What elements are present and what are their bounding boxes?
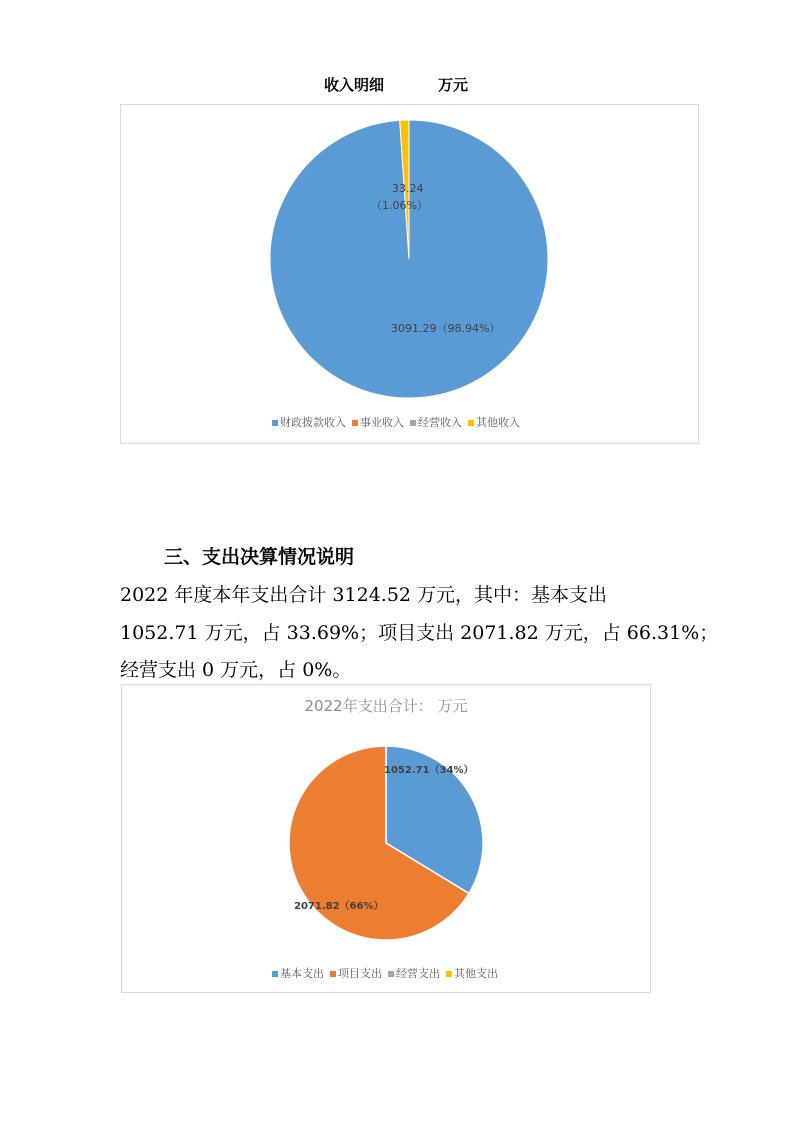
section-heading: 三、支出决算情况说明 — [164, 546, 355, 568]
legend-swatch-0 — [272, 971, 278, 977]
legend-swatch-2 — [410, 420, 416, 426]
legend-swatch-1 — [352, 420, 358, 426]
data-label-slice-3-percent: （1.06%） — [371, 199, 428, 212]
legend-swatch-2 — [388, 971, 394, 977]
data-label-slice-3-value: 33.24 — [392, 182, 424, 195]
legend-swatch-0 — [272, 420, 278, 426]
legend-label-2: 经营收入 — [418, 416, 462, 429]
paragraph-line-3: 经营支出 0 万元，占 0%。 — [120, 659, 352, 681]
paragraph-line-2: 1052.71 万元，占 33.69%；项目支出 2071.82 万元，占 66.31%； — [120, 622, 719, 644]
data-label-slice-0: 3091.29（98.94%） — [391, 322, 501, 335]
data-label-slice-0: 1052.71（34%） — [384, 765, 474, 776]
income-pie-chart — [121, 105, 698, 443]
income-chart-container — [120, 104, 699, 444]
legend-swatch-3 — [446, 971, 452, 977]
legend-label-0: 基本支出 — [280, 967, 324, 980]
data-label-slice-1: 2071.82（66%） — [294, 901, 384, 912]
legend-label-3: 其他支出 — [454, 967, 498, 980]
expense-chart-title: 2022年支出合计： 万元 — [304, 697, 468, 715]
legend-label-3: 其他收入 — [476, 416, 520, 429]
income-chart-title-text: 收入明细 — [323, 76, 384, 94]
legend-label-1: 事业收入 — [360, 416, 404, 429]
legend-label-1: 项目支出 — [338, 967, 382, 980]
expense-chart-container — [121, 684, 651, 993]
expense-pie-chart — [122, 685, 650, 992]
legend-swatch-3 — [468, 420, 474, 426]
income-chart-title — [0, 74, 792, 95]
legend-label-0: 财政拨款收入 — [280, 416, 346, 429]
legend-label-2: 经营支出 — [396, 967, 440, 980]
paragraph-line-1: 2022 年度本年支出合计 3124.52 万元，其中：基本支出 — [120, 584, 608, 606]
income-chart-unit: 万元 — [438, 76, 469, 94]
legend-swatch-1 — [330, 971, 336, 977]
